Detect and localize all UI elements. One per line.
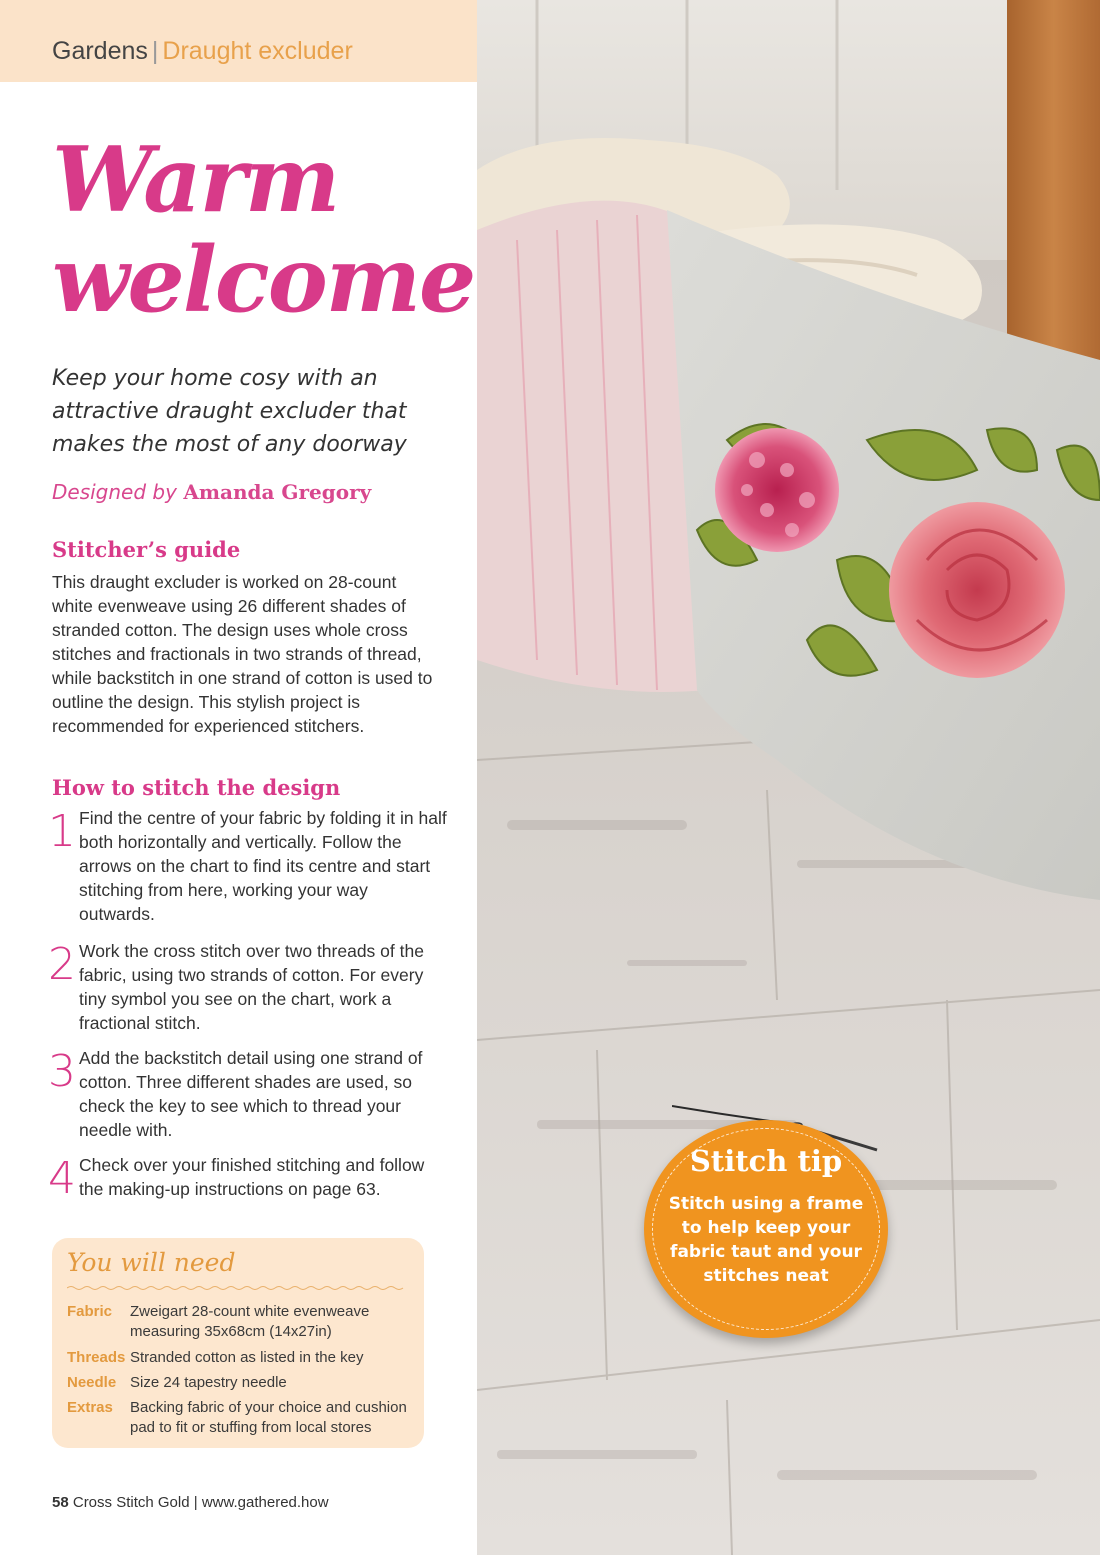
step <box>48 1046 448 1153</box>
material-label: Fabric <box>67 1303 113 1320</box>
standfirst: Keep your home cosy with an attractive draught excluder that makes the most of any doorway <box>52 366 407 457</box>
material-row <box>67 1373 412 1393</box>
material-row <box>67 1398 412 1438</box>
header-separator: | <box>151 37 159 65</box>
material-label: Extras <box>67 1399 113 1416</box>
tip-title: Stitch tip <box>689 1144 843 1178</box>
material-label: Needle <box>67 1374 117 1391</box>
designer-name: Amanda Gregory <box>183 480 372 504</box>
page-title <box>52 127 475 333</box>
wavy-divider <box>67 1285 407 1291</box>
footer-url: www.gathered.how <box>201 1494 329 1511</box>
tip-text: Stitch using a frame to help keep your fabric taut and your stitches neat <box>668 1194 864 1286</box>
step <box>48 806 448 939</box>
material-row <box>67 1348 412 1368</box>
guide-text: This draught excluder is worked on 28-count white evenweave using 26 different shades of stranded cotton. The design uses whole cross stitches and fractionals in two strands of thread, while backstitch in one strand of cotton is used to outline the design. This stylish project is recommended for experienced stitchers. <box>52 572 433 736</box>
step-number: 1 <box>48 806 76 857</box>
materials-title: You will need <box>67 1248 236 1277</box>
section-label <box>52 37 353 66</box>
step-text: Check over your finished stitching and follow the making-up instructions on page 63. <box>79 1155 425 1199</box>
step-text: Add the backstitch detail using one strand of cotton. Three different shades are used, so check the key to see which to thread your needle with. <box>79 1048 423 1140</box>
subsection-name: Draught excluder <box>162 37 353 65</box>
materials-panel <box>52 1238 424 1448</box>
how-heading: How to stitch the design <box>52 775 341 800</box>
material-row <box>67 1302 412 1342</box>
title-line-2: welcome <box>52 227 475 333</box>
step-text: Find the centre of your fabric by folding it in half both horizontally and vertically. Follow the arrows on the chart to find its centre and start stitching from here, working your way outwards. <box>79 808 447 924</box>
guide-heading: Stitcher’s guide <box>52 537 241 562</box>
material-value: Stranded cotton as listed in the key <box>130 1349 364 1366</box>
steps-list <box>48 806 448 1213</box>
byline <box>52 480 371 504</box>
footer-separator: | <box>193 1494 198 1511</box>
step-number: 4 <box>48 1153 76 1204</box>
step <box>48 939 448 1046</box>
byline-prefix: Designed by <box>52 480 177 504</box>
step-text: Work the cross stitch over two threads of the fabric, using two strands of cotton. For every tiny symbol you see on the chart, work a fractional stitch. <box>79 941 424 1033</box>
material-label: Threads <box>67 1349 126 1366</box>
material-value: Backing fabric of your choice and cushion pad to fit or stuffing from local stores <box>130 1399 407 1436</box>
material-value: Size 24 tapestry needle <box>130 1374 287 1391</box>
step <box>48 1153 448 1213</box>
page-footer <box>52 1494 329 1511</box>
step-number: 3 <box>48 1046 76 1097</box>
title-line-1: Warm <box>52 127 339 233</box>
page-number: 58 <box>52 1494 69 1511</box>
step-number: 2 <box>48 939 76 990</box>
material-value: Zweigart 28-count white evenweave measuring 35x68cm (14x27in) <box>130 1303 370 1340</box>
magazine-name: Cross Stitch Gold <box>72 1494 190 1511</box>
section-header <box>0 0 477 82</box>
stitch-tip-badge <box>644 1120 888 1338</box>
section-name: Gardens <box>52 37 148 65</box>
